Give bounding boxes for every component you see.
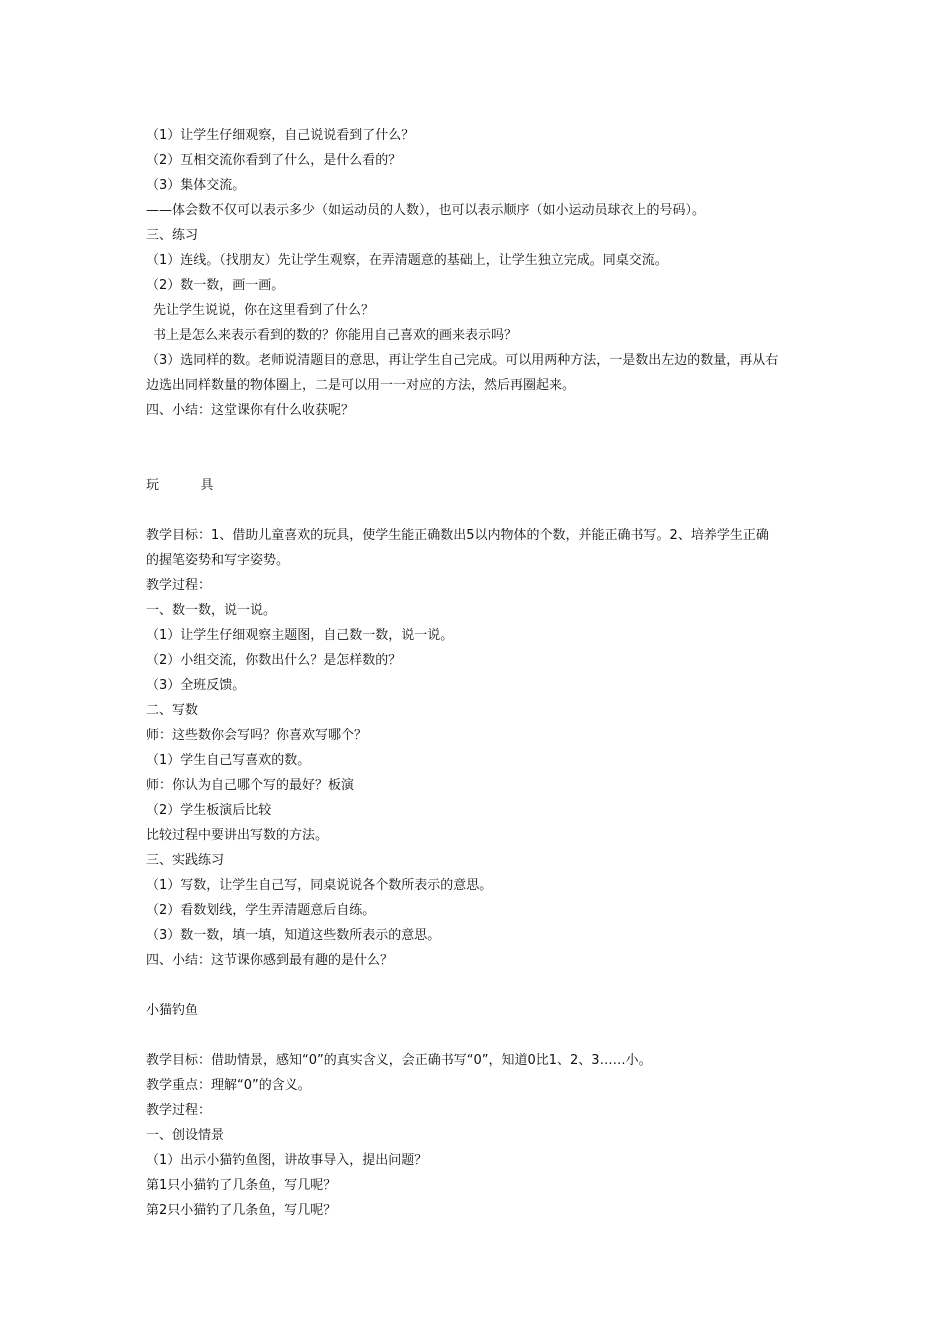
text-line: （1）让学生仔细观察，自己说说看到了什么？ xyxy=(146,128,415,143)
section-heading: 三、练习 xyxy=(146,228,199,243)
text-line: ——体会数不仅可以表示多少（如运动员的人数），也可以表示顺序（如小运动员球衣上的号码）。 xyxy=(146,203,706,218)
text-line: 教学重点：理解“0”的含义。 xyxy=(146,1078,311,1093)
text-line: 师：这些数你会写吗？你喜欢写哪个？ xyxy=(146,728,368,743)
text-line: 教学目标：1、借助儿童喜欢的玩具，使学生能正确数出5以内物体的个数，并能正确书写。2、培养学生正确 xyxy=(146,528,769,543)
text-line: 第1只小猫钓了几条鱼，写几呢？ xyxy=(146,1178,337,1193)
text-line: （1）出示小猫钓鱼图，讲故事导入，提出问题？ xyxy=(146,1153,428,1168)
text-line: （2）数一数，画一画。 xyxy=(146,278,285,293)
text-line: （3）全班反馈。 xyxy=(146,678,246,693)
text-line: （3）选同样的数。老师说清题目的意思，再让学生自己完成。可以用两种方法，一是数出左边的数量，再从右 xyxy=(146,353,779,368)
section-heading: 一、数一数，说一说。 xyxy=(146,603,277,618)
text-line: 教学过程： xyxy=(146,578,212,593)
lesson-title: 玩 具 xyxy=(146,478,214,493)
text-line: （1）写数，让学生自己写，同桌说说各个数所表示的意思。 xyxy=(146,878,493,893)
section-heading: 一、创设情景 xyxy=(146,1128,225,1143)
text-line: 教学过程： xyxy=(146,1103,212,1118)
text-line: （1）学生自己写喜欢的数。 xyxy=(146,753,311,768)
text-line: （3）集体交流。 xyxy=(146,178,246,193)
text-line: （3）数一数，填一填，知道这些数所表示的意思。 xyxy=(146,928,441,943)
text-line: 第2只小猫钓了几条鱼，写几呢？ xyxy=(146,1203,337,1218)
text-line: 教学目标：借助情景，感知“0”的真实含义，会正确书写“0”，知道0比1、2、3……小。 xyxy=(146,1053,652,1068)
text-line: 比较过程中要讲出写数的方法。 xyxy=(146,828,329,843)
text-line: 的握笔姿势和写字姿势。 xyxy=(146,553,290,568)
section-heading: 二、写数 xyxy=(146,703,199,718)
text-line: 书上是怎么来表示看到的数的？你能用自己喜欢的画来表示吗？ xyxy=(153,328,518,343)
section-heading: 四、小结：这堂课你有什么收获呢？ xyxy=(146,403,355,418)
text-line: 边选出同样数量的物体圈上，二是可以用一一对应的方法，然后再圈起来。 xyxy=(146,378,576,393)
lesson-title: 小猫钓鱼 xyxy=(146,1003,199,1018)
text-line: 师：你认为自己哪个写的最好？板演 xyxy=(146,778,355,793)
text-line: （2）看数划线，学生弄清题意后自练。 xyxy=(146,903,376,918)
text-line: （2）学生板演后比较 xyxy=(146,803,272,818)
text-line: （1）让学生仔细观察主题图，自己数一数，说一说。 xyxy=(146,628,454,643)
text-line: 先让学生说说，你在这里看到了什么？ xyxy=(153,303,375,318)
section-heading: 四、小结：这节课你感到最有趣的是什么？ xyxy=(146,953,394,968)
text-line: （2）小组交流，你数出什么？是怎样数的？ xyxy=(146,653,402,668)
text-line: （2）互相交流你看到了什么，是什么看的？ xyxy=(146,153,402,168)
section-heading: 三、实践练习 xyxy=(146,853,225,868)
text-line: （1）连线。（找朋友）先让学生观察，在弄清题意的基础上，让学生独立完成。同桌交流。 xyxy=(146,253,668,268)
